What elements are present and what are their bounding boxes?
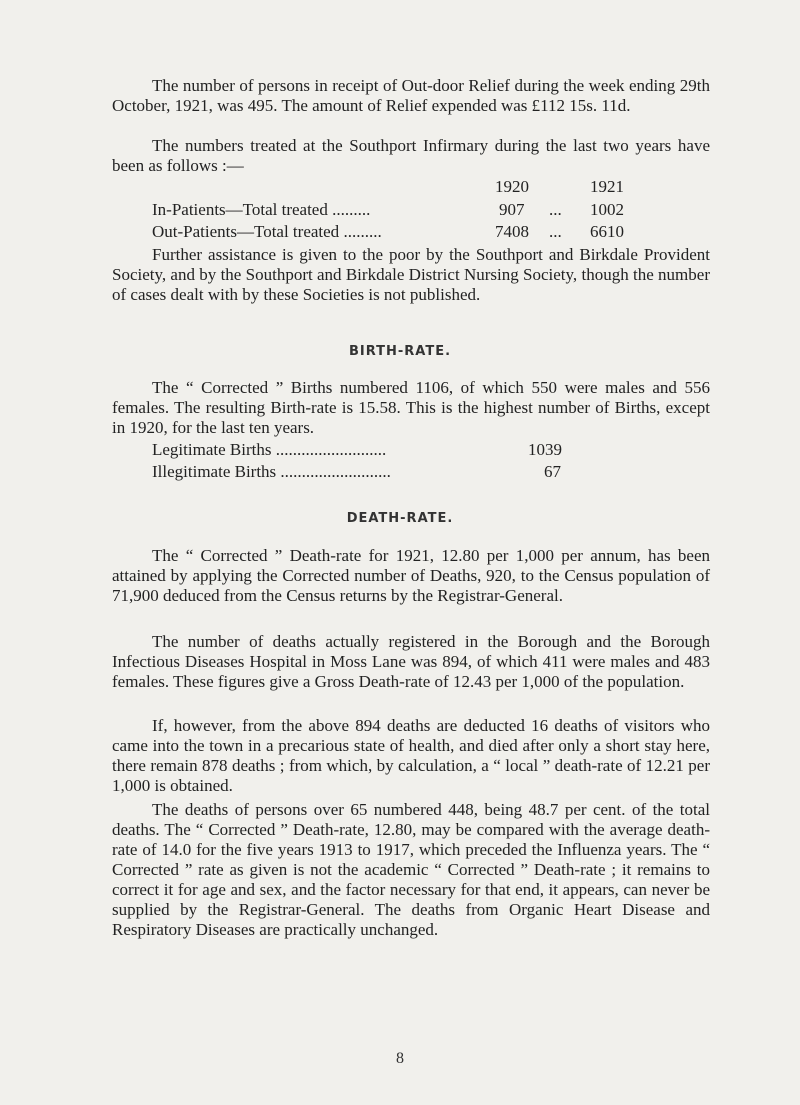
row-label: Out-Patients—Total treated	[152, 222, 340, 241]
death-rate-paragraph: The number of deaths actually registered in the Borough and the Borough Infectious Diseases Hospital in Moss Lane was 894, of which 411 were males and 483 females. These figures give a Gross Death-rate of 12.43 per 1,000 of the population.	[112, 632, 710, 691]
outpatients-1920-value: 7408	[495, 222, 529, 241]
page-number: 8	[396, 1050, 404, 1067]
row-separator: ...	[549, 200, 562, 219]
year-header-1920: 1920	[495, 177, 529, 196]
infirmary-row	[152, 200, 370, 220]
illegitimate-births-value: 67	[544, 462, 561, 481]
row-leader: ..........................	[276, 462, 391, 481]
assistance-paragraph: Further assistance is given to the poor by the Southport and Birkdale Provident Society, and by the Southport and Birkdale District Nursing Society, though the number of cases dealt with by these Societies is not published.	[112, 245, 710, 304]
inpatients-1920-value: 907	[499, 200, 525, 219]
row-leader: ..........................	[271, 440, 387, 459]
birth-rate-heading: BIRTH-RATE.	[348, 344, 452, 359]
infirmary-row	[152, 222, 382, 242]
row-separator: ...	[549, 222, 562, 241]
births-row	[152, 440, 386, 460]
relief-paragraph: The number of persons in receipt of Out-door Relief during the week ending 29th October, 1921, was 495. The amount of Relief expended was £112 15s. 11d.	[112, 76, 710, 115]
row-label: In-Patients—Total treated	[152, 200, 328, 219]
death-rate-paragraph: The “ Corrected ” Death-rate for 1921, 12.80 per 1,000 per annum, has been attained by applying the Corrected number of Deaths, 920, to the Census population of 71,900 deduced from the Census returns by the Registrar-General.	[112, 546, 710, 605]
death-rate-heading: DEATH-RATE.	[346, 511, 454, 526]
births-row	[152, 462, 391, 482]
infirmary-intro: The numbers treated at the Southport Infirmary during the last two years have been as follows :—	[112, 136, 710, 175]
year-header-1921: 1921	[590, 177, 624, 196]
legitimate-births-value: 1039	[528, 440, 562, 459]
row-leader: .........	[327, 200, 371, 219]
death-rate-paragraph: The deaths of persons over 65 numbered 448, being 48.7 per cent. of the total deaths. The “ Corrected ” Death-rate, 12.80, may be compared with the average death-rate of 14.0 for the five years 1913 to 1917, which preceded the Influenza years. The “ Corrected ” rate as given is not the academic “ Corrected ” Death-rate ; it remains to correct it for age and sex, and the factor necessary for that end, it appears, can never be supplied by the Registrar-General. The deaths from Organic Heart Disease and Respiratory Diseases are practically unchanged.	[112, 800, 710, 939]
death-rate-paragraph: If, however, from the above 894 deaths are deducted 16 deaths of visitors who came into the town in a precarious state of health, and died after only a short stay here, there remain 878 deaths ; from which, by calculation, a “ local ” death-rate of 12.21 per 1,000 is obtained.	[112, 716, 710, 795]
birth-rate-paragraph: The “ Corrected ” Births numbered 1106, of which 550 were males and 556 females. The resulting Birth-rate is 15.58. This is the highest number of Births, except in 1920, for the last ten years.	[112, 378, 710, 437]
row-label: Illegitimate Births	[152, 462, 277, 481]
outpatients-1921-value: 6610	[590, 222, 624, 241]
inpatients-1921-value: 1002	[590, 200, 624, 219]
row-label: Legitimate Births	[152, 440, 272, 459]
row-leader: .........	[339, 222, 382, 241]
